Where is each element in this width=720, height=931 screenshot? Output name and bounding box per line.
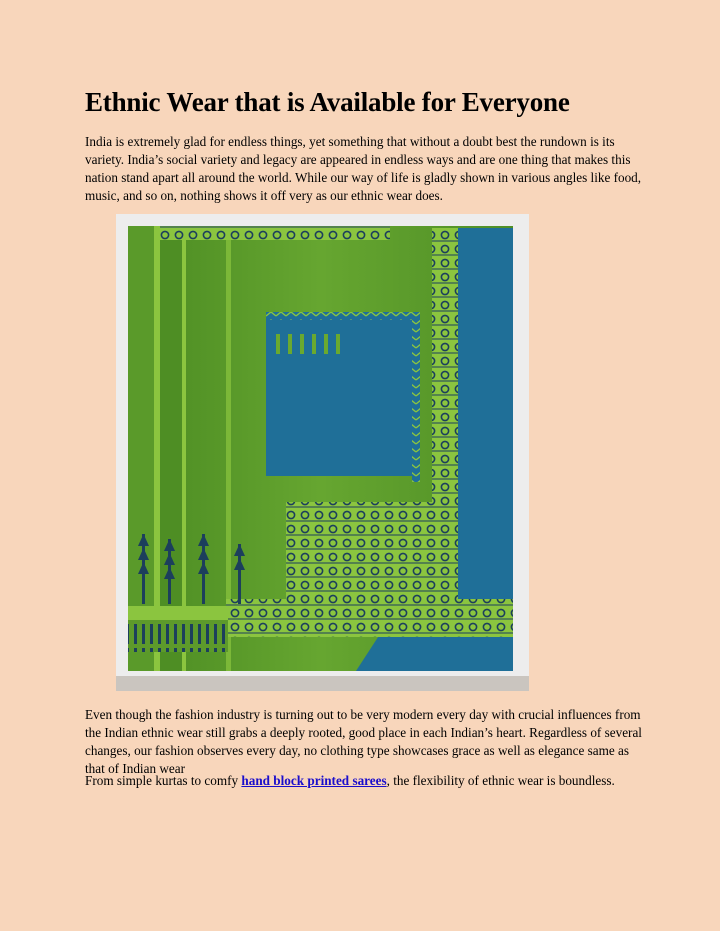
page-title: Ethnic Wear that is Available for Everyone [85, 87, 570, 117]
saree-photo [116, 214, 529, 691]
body-paragraph: Even though the fashion industry is turning out to be very modern every day with crucial influences from the Indian ethnic wear still grabs a deeply rooted, good place in each Indian’s heart. Regardless of several changes, our fashion observes every day, no clothing type showcases grace as well as elegance same as that of Indian wear [85, 707, 642, 776]
closing-suffix: , the flexibility of ethnic wear is boundless. [386, 773, 615, 788]
closing-paragraph [85, 772, 645, 790]
hand-block-printed-sarees-link[interactable]: hand block printed sarees [241, 773, 387, 788]
intro-paragraph: India is extremely glad for endless things, yet something that without a doubt best the rundown is its variety. India’s social variety and legacy are appeared in endless ways and are one thing that makes this nation stand apart all around the world. While our way of life is gladly shown in various angles like food, music, and so on, nothing shows it off very as our ethnic wear does. [85, 134, 642, 203]
closing-prefix: From simple kurtas to comfy [85, 773, 242, 788]
